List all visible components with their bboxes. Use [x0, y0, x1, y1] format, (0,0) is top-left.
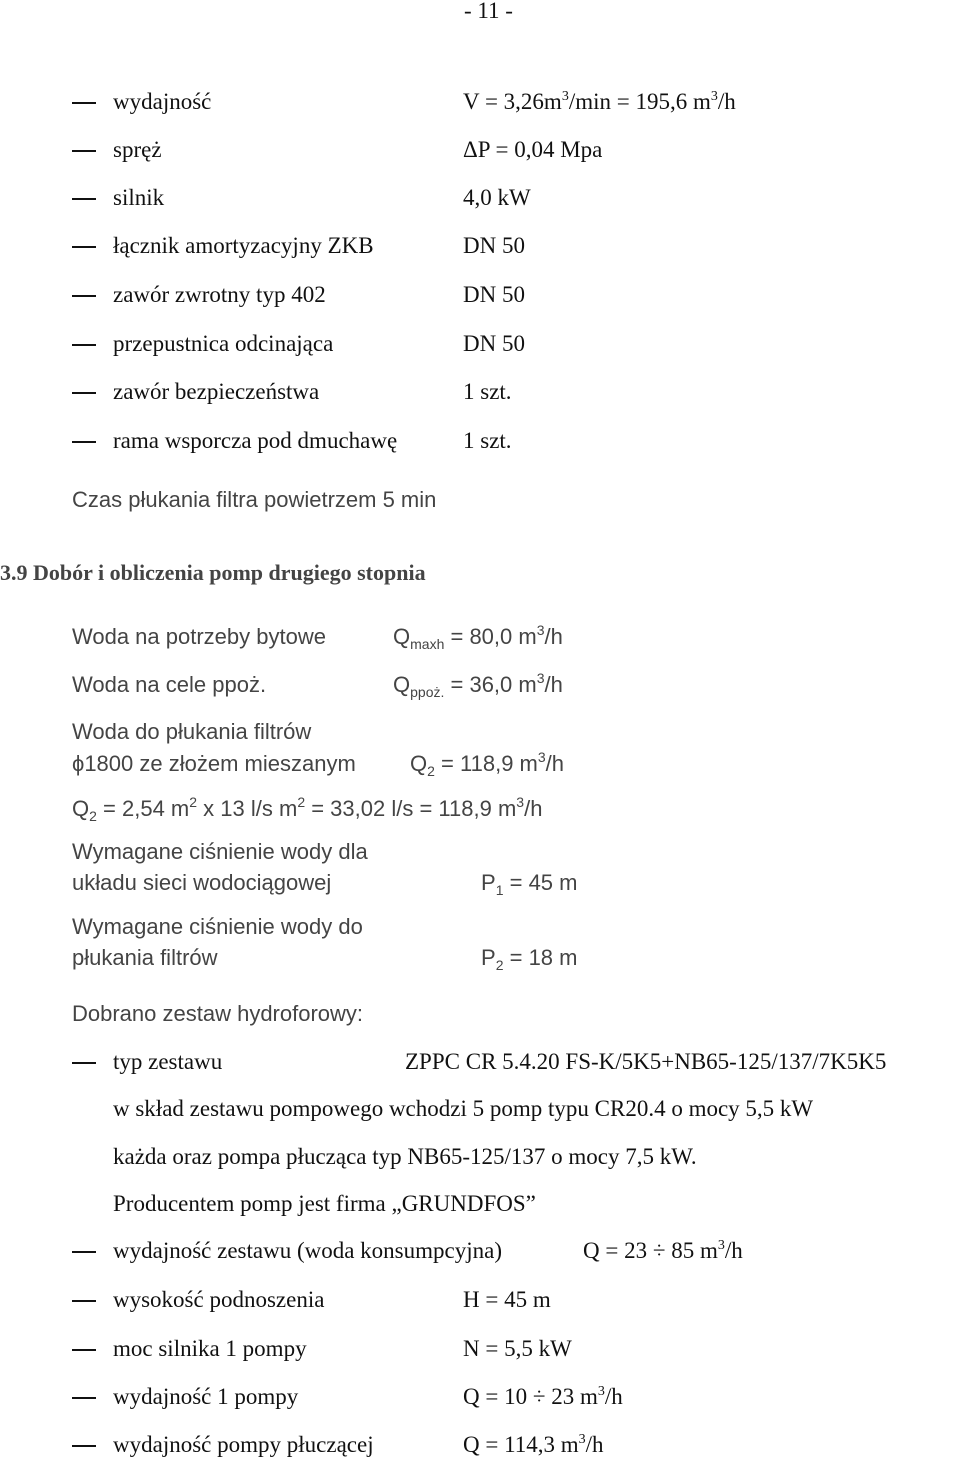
- q2-calculation: $Q_2 = 2,54$ $m^2$ x 13 l/s $m^2 = 33,02$ l/s = 118,9 $m^3/h$: [72, 794, 543, 824]
- set-description-3: Producentem pomp jest firma „GRUNDFOS”: [113, 1191, 536, 1216]
- rinse-water-label: Woda do płukania filtrów: [72, 719, 312, 744]
- spec-label: silnik: [113, 185, 165, 210]
- section-heading: 3.9 Dobór i obliczenia pomp drugiego stopnia: [0, 560, 426, 585]
- dash-bullet: [72, 295, 96, 297]
- dash-bullet: [72, 1349, 96, 1351]
- spec-value: H = 45 m: [463, 1287, 551, 1312]
- spec-label: łącznik amortyzacyjny ZKB: [113, 233, 374, 258]
- spec-value: 1 szt.: [463, 379, 512, 404]
- spec-label: rama wsporcza pod dmuchawę: [113, 428, 398, 453]
- pressure-rinse-label-2: płukania filtrów: [72, 945, 218, 970]
- dash-bullet: [72, 102, 96, 104]
- dash-bullet: [72, 1062, 96, 1064]
- water-fire-label: Woda na cele ppoż.: [72, 672, 267, 697]
- spec-label: wydajność 1 pompy: [113, 1384, 299, 1409]
- water-domestic-label: Woda na potrzeby bytowe: [72, 624, 326, 649]
- spec-value: Q = 10 ÷ 23 $m^3/h$: [463, 1384, 623, 1409]
- set-type-value: ZPPC CR 5.4.20 FS-K/5K5+NB65-125/137/7K5K5: [405, 1049, 887, 1074]
- dash-bullet: [72, 1445, 96, 1447]
- pressure-network-value: $P_1 = 45$ m: [481, 870, 578, 898]
- spec-label: wydajność pompy płuczącej: [113, 1432, 374, 1457]
- spec-label: wysokość podnoszenia: [113, 1287, 325, 1312]
- spec-label: przepustnica odcinająca: [113, 331, 334, 356]
- dash-bullet: [72, 198, 96, 200]
- spec-value: DN 50: [463, 282, 525, 307]
- rinse-water-value: $Q_2 = 118,9$ $m^3/h$: [410, 749, 565, 779]
- spec-label: wydajność: [113, 89, 212, 114]
- spec-value: ΔP = 0,04 Mpa: [463, 137, 603, 162]
- pressure-rinse-value: $P_2 = 18$ m: [481, 945, 578, 973]
- water-domestic-value: $Q_{maxh} = 80,0$ $m^3/h$: [393, 622, 563, 652]
- spec-label: spręż: [113, 137, 162, 162]
- pressure-rinse-label-1: Wymagane ciśnienie wody do: [72, 914, 363, 939]
- spec-value: 4,0 kW: [463, 185, 531, 210]
- spec-label: zawór zwrotny typ 402: [113, 282, 326, 307]
- spec-label: wydajność zestawu (woda konsumpcyjna): [113, 1238, 502, 1263]
- set-description-1: w skład zestawu pompowego wchodzi 5 pomp typu CR20.4 o mocy 5,5 kW: [113, 1096, 814, 1121]
- dash-bullet: [72, 1397, 96, 1399]
- spec-value: Q = 114,3 $m^3/h$: [463, 1432, 604, 1457]
- selected-set-label: Dobrano zestaw hydroforowy:: [72, 1001, 364, 1026]
- spec-label: zawór bezpieczeństwa: [113, 379, 320, 404]
- page-number: - 11 -: [464, 0, 513, 23]
- dash-bullet: [72, 246, 96, 248]
- water-fire-value: $Q_{ppoż.} = 36,0$ $m^3/h$: [393, 670, 563, 700]
- dash-bullet: [72, 1251, 96, 1253]
- dash-bullet: [72, 392, 96, 394]
- set-description-2: każda oraz pompa płucząca typ NB65-125/137 o mocy 7,5 kW.: [113, 1144, 697, 1169]
- rinse-water-filter-label: ϕ1800 ze złożem mieszanym: [72, 751, 356, 776]
- spec-value: DN 50: [463, 331, 525, 356]
- pressure-network-label-2: układu sieci wodociągowej: [72, 870, 332, 895]
- set-type-label: typ zestawu: [113, 1049, 223, 1074]
- spec-value: Q = 23 ÷ 85 $m^3/h$: [583, 1238, 743, 1263]
- spec-value: DN 50: [463, 233, 525, 258]
- rinse-time-text: Czas płukania filtra powietrzem 5 min: [72, 487, 437, 512]
- dash-bullet: [72, 1300, 96, 1302]
- spec-value: N = 5,5 kW: [463, 1336, 572, 1361]
- dash-bullet: [72, 441, 96, 443]
- spec-value: 1 szt.: [463, 428, 512, 453]
- dash-bullet: [72, 344, 96, 346]
- spec-label: moc silnika 1 pompy: [113, 1336, 307, 1361]
- pressure-network-label-1: Wymagane ciśnienie wody dla: [72, 839, 368, 864]
- dash-bullet: [72, 150, 96, 152]
- spec-value: $V = 3,26m^3/\min = 195,6$ $m^3/h$: [463, 89, 736, 114]
